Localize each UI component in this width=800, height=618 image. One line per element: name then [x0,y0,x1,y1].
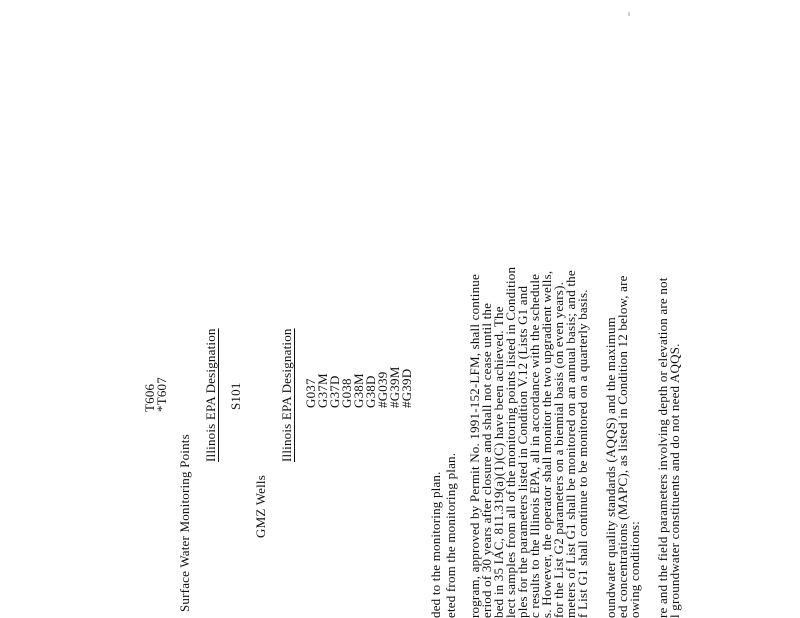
gmz-well-g39d: #G39D [399,368,414,408]
gmz-designation-header: Illinois EPA Designation [279,328,294,462]
gmz-wells-heading: GMZ Wells [253,475,268,538]
gmz-well-g37d: G37D [327,375,342,408]
program-line-3: bed in 35 IAC, 811.319(a)(1)(C) have been achieved. The [491,306,506,618]
gmz-well-g37m: G37M [315,373,330,408]
gmz-well-g38d: G38D [363,375,378,408]
gmz-well-g038: G038 [339,378,354,408]
scan-speck [628,12,630,16]
gmz-well-g037: G037 [303,378,318,408]
standards-line-1: oundwater quality standards (AQQS) and the maximum [603,317,618,618]
gmz-well-g039: #G039 [375,371,390,408]
program-line-1: rogram, approved by Permit No. 1991-152-LFM, shall continue [467,274,482,618]
program-line-7: s. However, the operator shall monitor the two upgradient wells, [539,270,554,618]
gmz-well-g38m: G38M [351,373,366,408]
program-line-2: eriod of 30 years after closure and shall not cease until the [479,302,494,618]
standards-line-2: ed concentrations (MAPC), as listed in Condition 12 below, are [615,275,630,618]
gmz-well-g39m: #G39M [387,366,402,408]
surface-item-t607: *T607 [154,377,169,412]
program-line-10: f List G1 shall continue to be monitored on a quarterly basis. [575,289,590,618]
footnote-deleted: eted from the monitoring plan. [443,452,458,618]
field-line-1: re and the field parameters involving depth or elevation are not [655,277,670,618]
standards-line-3: owing conditions: [627,521,642,618]
surface-designation-header: Illinois EPA Designation [203,328,218,462]
surface-water-heading: Surface Water Monitoring Points [177,434,192,612]
surface-designation-s101: S101 [228,382,243,410]
surface-item-t606: T606 [142,383,157,412]
field-line-2: l groundwater constituents and do not need AQQS. [667,343,682,618]
program-line-4: lect samples from all of the monitoring points listed in Condition [503,266,518,618]
program-line-8: for the List G2 parameters on a biennial basis (on even years). [551,281,566,618]
program-line-5: ples for the parameters listed in Condition V.12 (Lists G1 and [515,285,530,618]
program-line-6: c results to the Illinois EPA, all in accordance with the schedule [527,273,542,618]
program-line-9: meters of List G1 shall be monitored on an annual basis; and the [563,270,578,618]
footnote-added: ded to the monitoring plan. [428,471,443,618]
